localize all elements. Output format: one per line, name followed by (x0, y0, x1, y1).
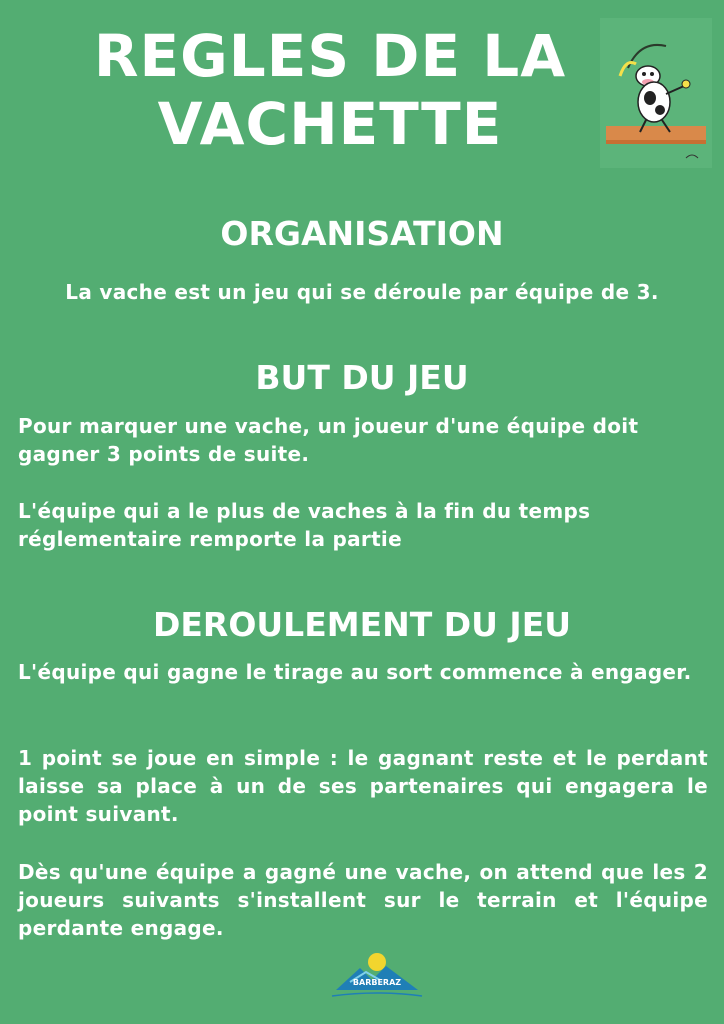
logo-text: BARBERAZ (352, 978, 402, 987)
cow-playing-pelota-icon (600, 18, 712, 168)
page-title (60, 22, 600, 158)
deroulement-text-2: 1 point se joue en simple : le gagnant reste et le perdant laisse sa place à un de ses partenaires qui engagera le point suivant. (18, 746, 708, 826)
but-text-2: L'équipe qui a le plus de vaches à la fin du temps réglementaire remporte la partie (18, 499, 591, 551)
title-line-1: REGLES DE LA (93, 22, 567, 90)
but-text-1: Pour marquer une vache, un joueur d'une équipe doit gagner 3 points de suite. (18, 414, 639, 466)
section-heading-organisation: ORGANISATION (220, 214, 504, 253)
section-heading-but-du-jeu: BUT DU JEU (255, 358, 469, 397)
deroulement-text-1: L'équipe qui gagne le tirage au sort commence à engager. (18, 660, 692, 684)
section-heading-deroulement: DEROULEMENT DU JEU (152, 605, 572, 644)
title-line-2: VACHETTE (157, 90, 503, 158)
deroulement-text-3: Dès qu'une équipe a gagné une vache, on attend que les 2 joueurs suivants s'installent sur le terrain et l'équipe perdante engage. (18, 860, 708, 940)
barberaz-logo-icon (330, 950, 424, 1005)
organisation-text: La vache est un jeu qui se déroule par équipe de 3. (65, 280, 659, 304)
